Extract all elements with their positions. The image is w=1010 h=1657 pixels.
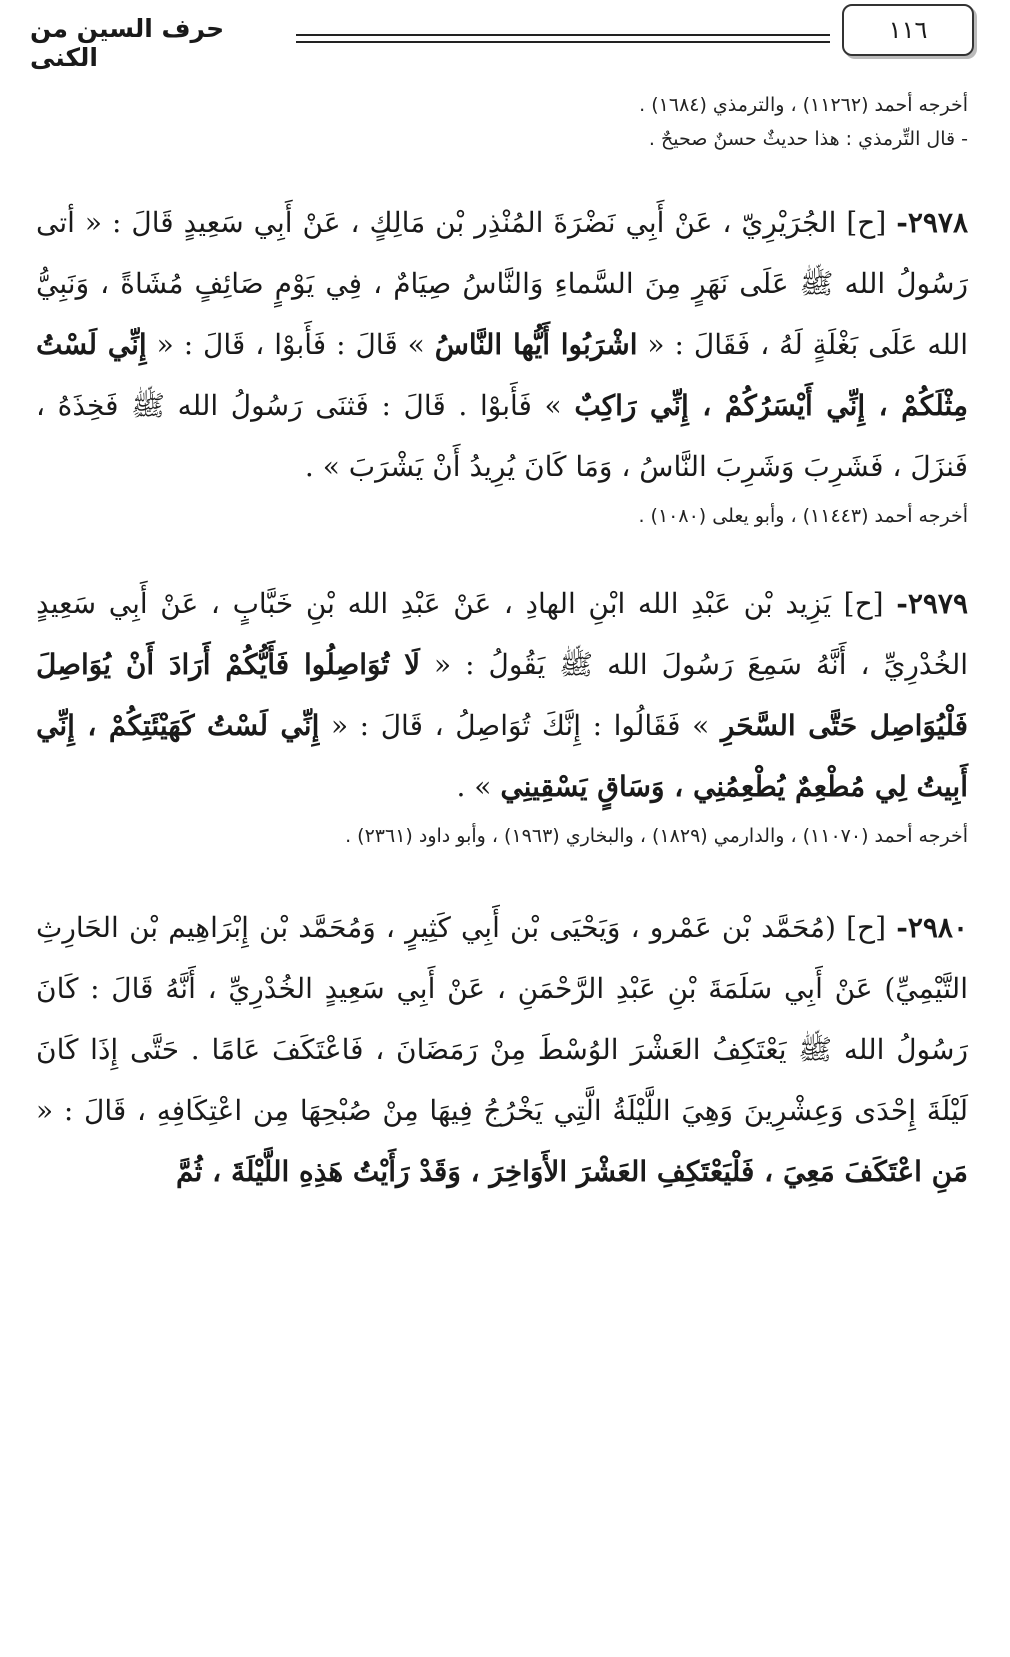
prophetic-speech: إِنِّي لَسْتُ كَهَيْئَتِكُمْ ، إِنِّي أَبِيتُ لِي مُطْعِمٌ يُطْعِمُنِي ، وَسَاقٍ يَسْقِينِي	[36, 709, 968, 803]
prophetic-speech: مَنِ اعْتَكَفَ مَعِيَ ، فَلْيَعْتَكِفِ العَشْرَ الأَوَاخِرَ ، وَقَدْ رَأَيْتُ هَذِهِ اللَّيْلَةَ ، ثُمَّ	[176, 1155, 968, 1188]
hadith-2979	[36, 573, 968, 817]
narration-text: [ح] الجُرَيْرِيّ ، عَنْ أَبِي نَضْرَةَ المُنْذِر بْن مَالِكٍ ، عَنْ أَبِي سَعِيدٍ قَالَ : « أتى رَسُولُ الله ﷺ عَلَى نَهَرٍ مِنَ السَّماءِ وَالنَّاسُ صِيَامٌ ، فِي يَوْمٍ صَائِفٍ مُشَاةً ، وَنَبِيُّ الله عَلَى بَغْلَةٍ لَهُ ، فَقَالَ : «	[36, 206, 969, 361]
page-number-box	[842, 4, 974, 56]
header-rule	[296, 34, 830, 43]
prophetic-speech: إِنِّي لَسْتُ مِثْلَكُمْ ، إِنِّي أَيْسَرُكُمْ ، إِنِّي رَاكِبٌ	[36, 328, 968, 422]
footnote-comment: - قال التِّرمذي : هذا حديثٌ حسنٌ صحيحٌ .	[648, 128, 968, 150]
footnote-source: أخرجه أحمد (١١٢٦٢) ، والترمذي (١٦٨٤) .	[639, 94, 968, 116]
hadith-2978-source: أخرجه أحمد (١١٤٤٣) ، وأبو يعلى (١٠٨٠) .	[638, 505, 968, 527]
hadith-2979-source: أخرجه أحمد (١١٠٧٠) ، والدارمي (١٨٢٩) ، والبخاري (١٩٦٣) ، وأبو داود (٢٣٦١) .	[345, 825, 968, 847]
narration-text: » .	[456, 770, 501, 803]
hadith-number: ٢٩٧٨-	[896, 206, 968, 239]
narration-text: » فَقَالُوا : إِنَّكَ تُوَاصِلُ ، قَالَ : «	[319, 709, 721, 742]
narration-text: [ح] يَزِيد بْن عَبْدِ الله ابْنِ الهادِ ، عَنْ عَبْدِ الله بْنِ خَبَّابٍ ، عَنْ أَبِي سَعِيدٍ الخُدْرِيِّ ، أَنَّهُ سَمِعَ رَسُولَ الله ﷺ يَقُولُ : «	[36, 587, 969, 681]
hadith-number: ٢٩٨٠-	[896, 911, 968, 944]
hadith-2980	[36, 897, 968, 1202]
narration-text: » فَأَبوْا . قَالَ : فَثنَى رَسُولُ الله ﷺ فَخِذَهُ ، فَنزَلَ ، فَشَرِبَ وَشَرِبَ النَّاسُ ، وَمَا كَانَ يُرِيدُ أَنْ يَشْرَبَ » .	[36, 389, 968, 483]
hadith-2978	[36, 192, 968, 497]
running-head: حرف السين من الكنى	[30, 14, 225, 72]
narration-text: » قَالَ : فَأَبوْا ، قَالَ : «	[146, 328, 435, 361]
prophetic-speech: لَا تُوَاصِلُوا فَأَيُّكُمْ أَرَادَ أَنْ يُوَاصِلَ فَلْيُوَاصِل حَتَّى السَّحَرِ	[36, 648, 968, 742]
hadith-number: ٢٩٧٩-	[896, 587, 968, 620]
page-content	[36, 88, 968, 1202]
narration-text: [ح] (مُحَمَّد بْن عَمْرو ، وَيَحْيَى بْن أَبِي كَثِيرٍ ، وَمُحَمَّد بْن إِبْرَاهِيم بْن الحَارِثِ التَّيْمِيِّ) عَنْ أَبِي سَلَمَةَ بْنِ عَبْدِ الرَّحْمَنِ ، عَنْ أَبِي سَعِيدٍ الخُدْرِيِّ ، أَنَّهُ قَالَ : كَانَ رَسُولُ الله ﷺ يَعْتَكِفُ العَشْرَ الوُسْطَ مِنْ رَمَضَانَ ، فَاعْتَكَفَ عَامًا . حَتَّى إِذَا كَانَ لَيْلَةَ إِحْدَى وَعِشْرِينَ وَهِيَ اللَّيْلَةُ الَّتِي يَخْرُجُ فِيهَا مِنْ صُبْحِهَا مِن اعْتِكَافِهِ ، قَالَ : «	[36, 911, 968, 1127]
prophetic-speech: اشْرَبُوا أَيُّها النَّاسُ	[434, 328, 638, 361]
page-number: ١١٦	[888, 16, 928, 44]
